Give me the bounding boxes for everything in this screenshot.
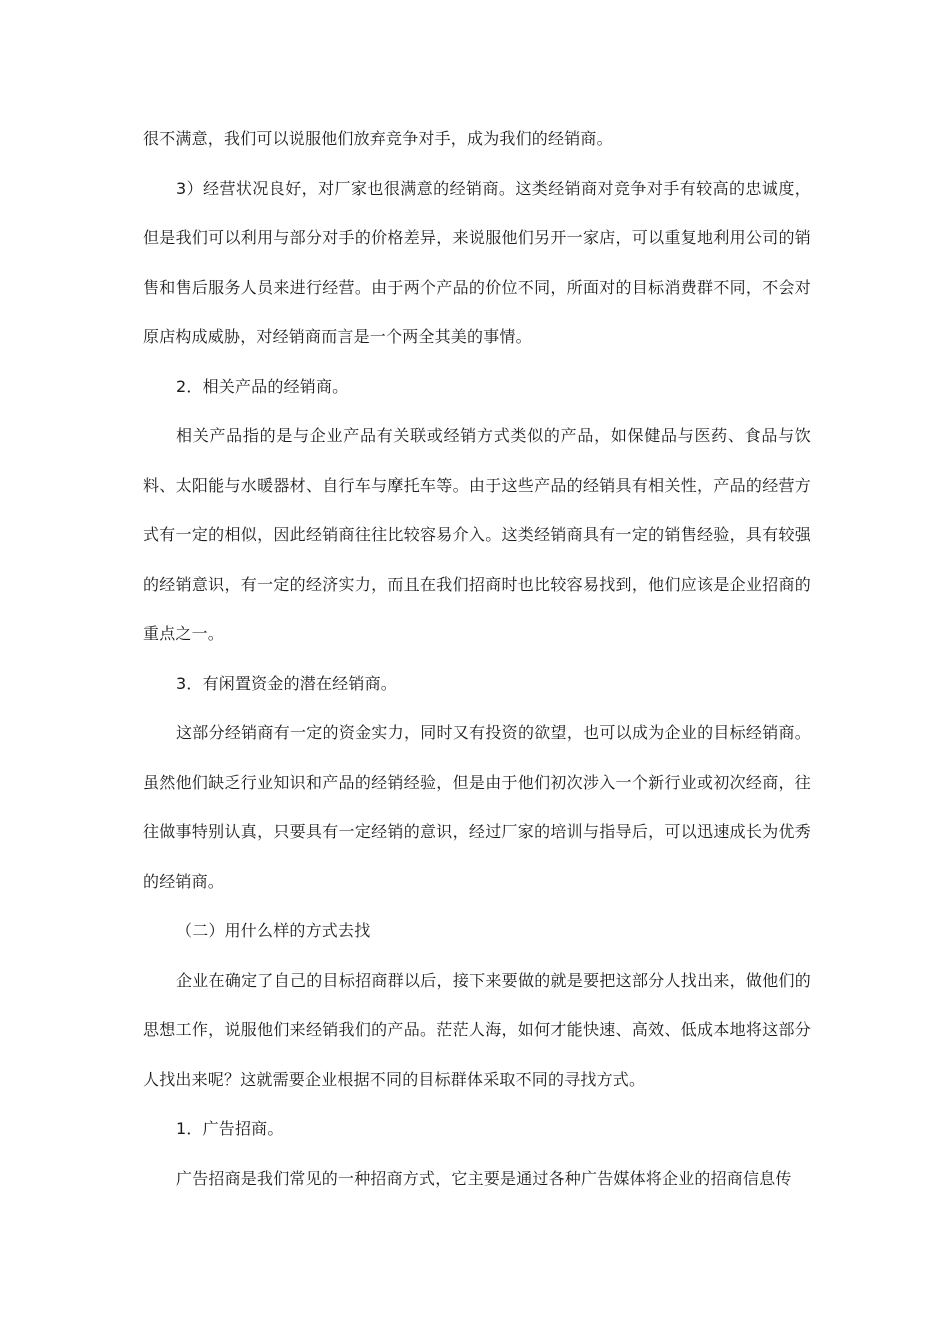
paragraph-1: 很不满意，我们可以说服他们放弃竞争对手，成为我们的经销商。 (143, 129, 613, 148)
paragraph-8: 企业在确定了自己的目标招商群以后，接下来要做的就是要把这部分人找出来，做他们的思想工作，说服他们来经销我们的产品。茫茫人海，如何才能快速、高效、低成本地将这部分人找出来呢？这就需要企业根据不同的目标群体采取不同的寻找方式。 (143, 970, 811, 1089)
paragraph-6: 这部分经销商有一定的资金实力，同时又有投资的欲望，也可以成为企业的目标经销商。虽然他们缺乏行业知识和产品的经销经验，但是由于他们初次涉入一个新行业或初次经商，往往做事特别认真，只要具有一定经销的意识，经过厂家的培训与指导后，可以迅速成长为优秀的经销商。 (143, 723, 811, 891)
section-heading-idle-capital: 3．有闲置资金的潜在经销商。 (176, 673, 397, 693)
document-body (143, 114, 811, 1203)
section-heading-advertising: 1．广告招商。 (176, 1119, 284, 1138)
paragraph-4: 相关产品指的是与企业产品有关联或经销方式类似的产品，如保健品与医药、食品与饮料、太阳能与水暖器材、自行车与摩托车等。由于这些产品的经销具有相关性，产品的经营方式有一定的相似，因此经销商往往比较容易介入。这类经销商具有一定的销售经验，具有较强的经销意识，有一定的经济实力，而且在我们招商时也比较容易找到，他们应该是企业招商的重点之一。 (143, 426, 811, 643)
paragraph-10: 广告招商是我们常见的一种招商方式，它主要是通过各种广告媒体将企业的招商信息传 (176, 1168, 792, 1188)
section-heading-related-products: 2．相关产品的经销商。 (176, 376, 349, 396)
section-heading-methods: （二）用什么样的方式去找 (176, 921, 371, 940)
paragraph-2: 3）经营状况良好，对厂家也很满意的经销商。这类经销商对竞争对手有较高的忠诚度，但是我们可以利用与部分对手的价格差异，来说服他们另开一家店，可以重复地利用公司的销售和售后服务人员来进行经营。由于两个产品的价位不同，所面对的目标消费群不同，不会对原店构成威胁，对经销商而言是一个两全其美的事情。 (143, 178, 811, 346)
